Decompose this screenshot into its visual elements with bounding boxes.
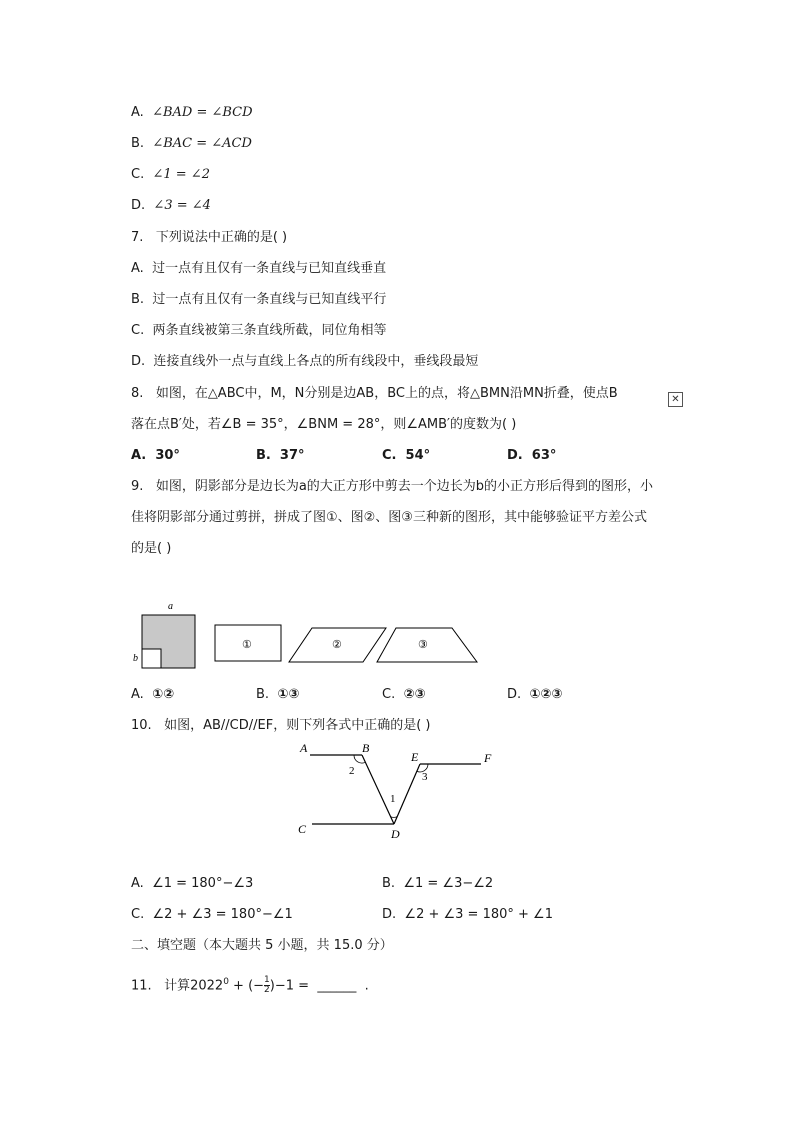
- q7-option-a: A. 过一点有且仅有一条直线与已知直线垂直: [131, 261, 387, 276]
- q8-option-b: B. 37°: [256, 448, 305, 463]
- q8-option-c: C. 54°: [382, 448, 431, 463]
- q9-option-d: D. ①②③: [507, 687, 563, 702]
- q10-label-3: 3: [422, 771, 428, 783]
- q8-stem-line1: 8. 如图，在△ABC中，M，N分别是边AB，BC上的点，将△BMN沿MN折叠，使点B: [131, 386, 618, 401]
- q9-option-b: B. ①③: [256, 687, 300, 702]
- q10-figure: [290, 738, 510, 848]
- q8-option-d: D. 63°: [507, 448, 557, 463]
- q10-label-a: A: [300, 741, 308, 755]
- q11-answer-blank[interactable]: ______: [317, 978, 357, 994]
- q6-option-a: A. ∠BAD = ∠BCD: [131, 105, 253, 120]
- q11-stem: 11. 计算$2022^0$ + (− $\frac{1}{2}$ )−1 = ______ .: [131, 975, 369, 996]
- q6-option-c: C. ∠1 = ∠2: [131, 167, 210, 182]
- q9-label-b: b: [133, 653, 138, 664]
- section-2-title: 二、填空题（本大题共 5 小题，共 15.0 分）: [131, 938, 393, 953]
- q10-line-bd: [362, 755, 394, 824]
- q9-figure-1-label: ①: [242, 639, 252, 651]
- q10-label-d: D: [391, 827, 400, 841]
- q10-label-b: B: [362, 741, 370, 755]
- q9-stem-line2: 佳将阴影部分通过剪拼，拼成了图①、图②、图③三种新的图形，其中能够验证平方差公式: [131, 510, 647, 525]
- q9-option-c: C. ②③: [382, 687, 426, 702]
- q10-label-1: 1: [390, 793, 396, 805]
- q9-stem-line3: 的是( ): [131, 541, 172, 556]
- q10-label-e: E: [411, 750, 419, 764]
- q6-option-b: B. ∠BAC = ∠ACD: [131, 136, 252, 151]
- q10-stem: 10. 如图，AB//CD//EF，则下列各式中正确的是( ): [131, 718, 431, 733]
- q10-label-2: 2: [349, 765, 355, 777]
- q10-option-b: B. ∠1 = ∠3−∠2: [382, 876, 494, 891]
- q10-line-de: [394, 764, 420, 824]
- q9-option-a: A. ①②: [131, 687, 175, 702]
- q9-small-square: [142, 649, 161, 668]
- q6-option-d: D. ∠3 = ∠4: [131, 198, 211, 213]
- q10-option-a: A. ∠1 = 180°−∠3: [131, 876, 254, 891]
- q7-option-d: D. 连接直线外一点与直线上各点的所有线段中，垂线段最短: [131, 354, 479, 369]
- q7-stem: 7. 下列说法中正确的是( ): [131, 230, 288, 245]
- q10-label-f: F: [484, 751, 492, 765]
- q9-figure-2-label: ②: [332, 639, 342, 651]
- q9-figure-3-label: ③: [418, 639, 428, 651]
- q9-figure: [128, 598, 488, 678]
- q8-stem-line2: 落在点B′处，若∠B = 35°，∠BNM = 28°，则∠AMB′的度数为( ): [131, 417, 517, 432]
- q7-option-c: C. 两条直线被第三条直线所截，同位角相等: [131, 323, 387, 338]
- q10-option-c: C. ∠2 + ∠3 = 180°−∠1: [131, 907, 293, 922]
- q9-label-a: a: [168, 601, 173, 612]
- q9-stem-line1: 9. 如图，阴影部分是边长为a的大正方形中剪去一个边长为b的小正方形后得到的图形，小: [131, 479, 654, 494]
- q11-fraction: $\frac{1}{2}$: [264, 975, 270, 996]
- q10-angle-1-arc: [391, 817, 398, 818]
- q10-option-d: D. ∠2 + ∠3 = 180° + ∠1: [382, 907, 553, 922]
- q7-option-b: B. 过一点有且仅有一条直线与已知直线平行: [131, 292, 387, 307]
- broken-image-icon: ✕: [668, 392, 683, 407]
- q8-option-a: A. 30°: [131, 448, 180, 463]
- q10-label-c: C: [298, 822, 307, 836]
